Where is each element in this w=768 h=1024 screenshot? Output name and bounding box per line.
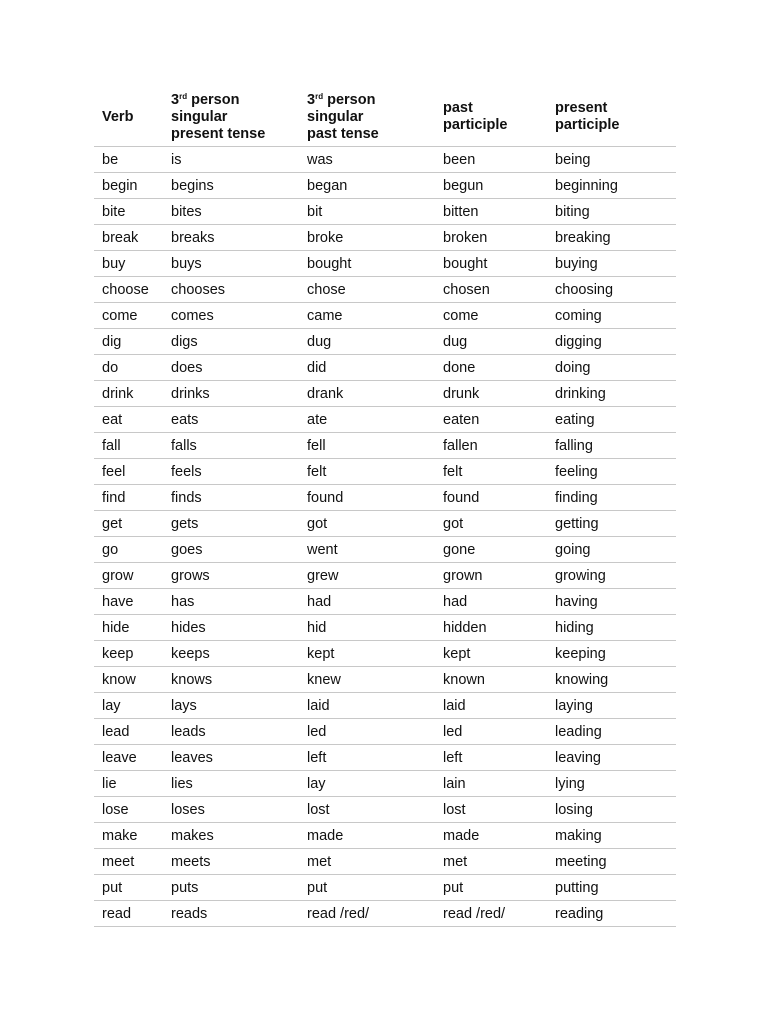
- third-present-cell: eats: [163, 407, 299, 433]
- third-past-cell: got: [299, 511, 435, 537]
- past-participle-cell: bought: [435, 251, 547, 277]
- third-present-cell: reads: [163, 901, 299, 927]
- present-participle-cell: being: [547, 147, 676, 173]
- verb-cell: make: [94, 823, 163, 849]
- present-participle-cell: drinking: [547, 381, 676, 407]
- present-participle-cell: meeting: [547, 849, 676, 875]
- present-participle-cell: eating: [547, 407, 676, 433]
- past-participle-cell: lain: [435, 771, 547, 797]
- present-participle-cell: keeping: [547, 641, 676, 667]
- past-participle-cell: kept: [435, 641, 547, 667]
- past-participle-cell: known: [435, 667, 547, 693]
- past-participle-cell: laid: [435, 693, 547, 719]
- verb-cell: get: [94, 511, 163, 537]
- header-third-present-line1: [171, 92, 299, 109]
- third-past-cell: hid: [299, 615, 435, 641]
- header-present-participle-line1: present: [555, 100, 608, 116]
- present-participle-cell: reading: [547, 901, 676, 927]
- table-row: [94, 303, 676, 329]
- third-past-cell: broke: [299, 225, 435, 251]
- header-third-present-line2: singular: [171, 108, 228, 125]
- present-participle-cell: knowing: [547, 667, 676, 693]
- table-row: [94, 823, 676, 849]
- third-past-cell: did: [299, 355, 435, 381]
- past-participle-cell: done: [435, 355, 547, 381]
- header-third-person-present: [163, 88, 299, 147]
- third-present-cell: buys: [163, 251, 299, 277]
- third-present-cell: falls: [163, 433, 299, 459]
- past-participle-cell: found: [435, 485, 547, 511]
- third-present-cell: finds: [163, 485, 299, 511]
- third-present-cell: puts: [163, 875, 299, 901]
- present-participle-cell: leaving: [547, 745, 676, 771]
- verb-cell: be: [94, 147, 163, 173]
- past-participle-cell: felt: [435, 459, 547, 485]
- present-participle-cell: going: [547, 537, 676, 563]
- third-past-cell: grew: [299, 563, 435, 589]
- past-participle-cell: led: [435, 719, 547, 745]
- header-third-past-line3: past tense: [307, 125, 379, 142]
- present-participle-cell: finding: [547, 485, 676, 511]
- header-past-participle-line1: past: [443, 100, 473, 116]
- verb-cell: come: [94, 303, 163, 329]
- present-participle-cell: laying: [547, 693, 676, 719]
- third-present-cell: leads: [163, 719, 299, 745]
- header-present-participle-line2: participle: [555, 117, 620, 133]
- past-participle-cell: gone: [435, 537, 547, 563]
- header-past-participle: [435, 88, 547, 147]
- past-participle-cell: fallen: [435, 433, 547, 459]
- past-participle-cell: been: [435, 147, 547, 173]
- third-past-cell: ate: [299, 407, 435, 433]
- verb-cell: read: [94, 901, 163, 927]
- verb-cell: fall: [94, 433, 163, 459]
- third-present-cell: breaks: [163, 225, 299, 251]
- past-participle-cell: drunk: [435, 381, 547, 407]
- table-row: [94, 693, 676, 719]
- past-participle-cell: met: [435, 849, 547, 875]
- table-row: [94, 589, 676, 615]
- verb-cell: choose: [94, 277, 163, 303]
- present-participle-cell: growing: [547, 563, 676, 589]
- present-participle-cell: making: [547, 823, 676, 849]
- third-present-cell: feels: [163, 459, 299, 485]
- present-participle-cell: having: [547, 589, 676, 615]
- past-participle-cell: bitten: [435, 199, 547, 225]
- third-past-cell: left: [299, 745, 435, 771]
- table-row: [94, 875, 676, 901]
- header-row: [94, 88, 676, 147]
- third-past-cell: fell: [299, 433, 435, 459]
- third-past-cell: was: [299, 147, 435, 173]
- third-present-cell: bites: [163, 199, 299, 225]
- third-past-cell: chose: [299, 277, 435, 303]
- present-participle-cell: falling: [547, 433, 676, 459]
- table-row: [94, 459, 676, 485]
- verb-cell: lead: [94, 719, 163, 745]
- table-row: [94, 667, 676, 693]
- header-third-present-person: person: [187, 91, 240, 108]
- table-row: [94, 199, 676, 225]
- third-present-cell: loses: [163, 797, 299, 823]
- third-past-cell: bit: [299, 199, 435, 225]
- verb-cell: feel: [94, 459, 163, 485]
- present-participle-cell: leading: [547, 719, 676, 745]
- verb-cell: bite: [94, 199, 163, 225]
- table-row: [94, 641, 676, 667]
- present-participle-cell: buying: [547, 251, 676, 277]
- past-participle-cell: lost: [435, 797, 547, 823]
- third-present-cell: makes: [163, 823, 299, 849]
- third-present-cell: knows: [163, 667, 299, 693]
- header-third-past-number: 3: [307, 91, 316, 108]
- third-past-cell: had: [299, 589, 435, 615]
- header-verb-label: Verb: [102, 108, 134, 125]
- header-past-participle-line2: participle: [443, 117, 508, 133]
- present-participle-cell: getting: [547, 511, 676, 537]
- third-past-cell: dug: [299, 329, 435, 355]
- table-row: [94, 771, 676, 797]
- header-third-past-line2: singular: [307, 108, 364, 125]
- header-present-participle: [547, 88, 676, 147]
- verb-forms-table: [94, 88, 676, 927]
- past-participle-cell: hidden: [435, 615, 547, 641]
- past-participle-cell: come: [435, 303, 547, 329]
- table-row: [94, 407, 676, 433]
- third-past-cell: met: [299, 849, 435, 875]
- third-past-cell: led: [299, 719, 435, 745]
- third-present-cell: lays: [163, 693, 299, 719]
- table-row: [94, 329, 676, 355]
- past-participle-cell: dug: [435, 329, 547, 355]
- header-verb: [94, 88, 163, 147]
- verb-cell: lose: [94, 797, 163, 823]
- table-row: [94, 251, 676, 277]
- table-row: [94, 615, 676, 641]
- third-past-cell: lay: [299, 771, 435, 797]
- verb-cell: know: [94, 667, 163, 693]
- table-body: [94, 147, 676, 927]
- header-third-past-person: person: [323, 91, 376, 108]
- present-participle-cell: losing: [547, 797, 676, 823]
- third-past-cell: lost: [299, 797, 435, 823]
- past-participle-cell: put: [435, 875, 547, 901]
- third-past-cell: bought: [299, 251, 435, 277]
- verb-cell: have: [94, 589, 163, 615]
- table-row: [94, 563, 676, 589]
- table-row: [94, 433, 676, 459]
- verb-cell: keep: [94, 641, 163, 667]
- present-participle-cell: hiding: [547, 615, 676, 641]
- table-row: [94, 901, 676, 927]
- past-participle-cell: eaten: [435, 407, 547, 433]
- past-participle-cell: broken: [435, 225, 547, 251]
- third-present-cell: gets: [163, 511, 299, 537]
- table-row: [94, 381, 676, 407]
- third-past-cell: knew: [299, 667, 435, 693]
- third-past-cell: drank: [299, 381, 435, 407]
- third-present-cell: is: [163, 147, 299, 173]
- present-participle-cell: breaking: [547, 225, 676, 251]
- third-past-cell: read /red/: [299, 901, 435, 927]
- present-participle-cell: biting: [547, 199, 676, 225]
- header-third-past-line1: [307, 92, 435, 109]
- present-participle-cell: digging: [547, 329, 676, 355]
- verb-cell: buy: [94, 251, 163, 277]
- verb-cell: find: [94, 485, 163, 511]
- third-present-cell: goes: [163, 537, 299, 563]
- verb-cell: hide: [94, 615, 163, 641]
- present-participle-cell: lying: [547, 771, 676, 797]
- third-present-cell: digs: [163, 329, 299, 355]
- third-past-cell: went: [299, 537, 435, 563]
- verb-cell: lay: [94, 693, 163, 719]
- table-row: [94, 277, 676, 303]
- third-present-cell: does: [163, 355, 299, 381]
- present-participle-cell: feeling: [547, 459, 676, 485]
- third-present-cell: begins: [163, 173, 299, 199]
- table-row: [94, 537, 676, 563]
- third-past-cell: found: [299, 485, 435, 511]
- table-row: [94, 225, 676, 251]
- table-row: [94, 849, 676, 875]
- third-present-cell: hides: [163, 615, 299, 641]
- past-participle-cell: got: [435, 511, 547, 537]
- verb-cell: break: [94, 225, 163, 251]
- present-participle-cell: beginning: [547, 173, 676, 199]
- third-past-cell: began: [299, 173, 435, 199]
- verb-cell: grow: [94, 563, 163, 589]
- third-past-cell: laid: [299, 693, 435, 719]
- past-participle-cell: chosen: [435, 277, 547, 303]
- third-present-cell: grows: [163, 563, 299, 589]
- third-present-cell: has: [163, 589, 299, 615]
- table-row: [94, 173, 676, 199]
- verb-cell: drink: [94, 381, 163, 407]
- past-participle-cell: grown: [435, 563, 547, 589]
- verb-cell: do: [94, 355, 163, 381]
- third-past-cell: made: [299, 823, 435, 849]
- third-present-cell: chooses: [163, 277, 299, 303]
- verb-cell: eat: [94, 407, 163, 433]
- table-row: [94, 147, 676, 173]
- past-participle-cell: left: [435, 745, 547, 771]
- third-present-cell: drinks: [163, 381, 299, 407]
- verb-cell: meet: [94, 849, 163, 875]
- verb-cell: lie: [94, 771, 163, 797]
- third-present-cell: lies: [163, 771, 299, 797]
- verb-cell: dig: [94, 329, 163, 355]
- third-past-cell: came: [299, 303, 435, 329]
- third-present-cell: meets: [163, 849, 299, 875]
- third-past-cell: kept: [299, 641, 435, 667]
- third-past-cell: put: [299, 875, 435, 901]
- past-participle-cell: had: [435, 589, 547, 615]
- header-third-present-number: 3: [171, 91, 180, 108]
- third-past-cell: felt: [299, 459, 435, 485]
- table-header: [94, 88, 676, 147]
- table-row: [94, 745, 676, 771]
- present-participle-cell: doing: [547, 355, 676, 381]
- table-row: [94, 485, 676, 511]
- present-participle-cell: coming: [547, 303, 676, 329]
- third-present-cell: comes: [163, 303, 299, 329]
- third-present-cell: keeps: [163, 641, 299, 667]
- present-participle-cell: choosing: [547, 277, 676, 303]
- verb-cell: put: [94, 875, 163, 901]
- header-third-person-past: [299, 88, 435, 147]
- table-row: [94, 511, 676, 537]
- table-row: [94, 797, 676, 823]
- header-third-present-ordinal: rd: [179, 91, 188, 101]
- third-present-cell: leaves: [163, 745, 299, 771]
- header-third-past-ordinal: rd: [315, 91, 324, 101]
- present-participle-cell: putting: [547, 875, 676, 901]
- verb-cell: go: [94, 537, 163, 563]
- table-row: [94, 355, 676, 381]
- past-participle-cell: made: [435, 823, 547, 849]
- past-participle-cell: read /red/: [435, 901, 547, 927]
- table-row: [94, 719, 676, 745]
- verb-cell: begin: [94, 173, 163, 199]
- header-third-present-line3: present tense: [171, 125, 266, 142]
- verb-cell: leave: [94, 745, 163, 771]
- past-participle-cell: begun: [435, 173, 547, 199]
